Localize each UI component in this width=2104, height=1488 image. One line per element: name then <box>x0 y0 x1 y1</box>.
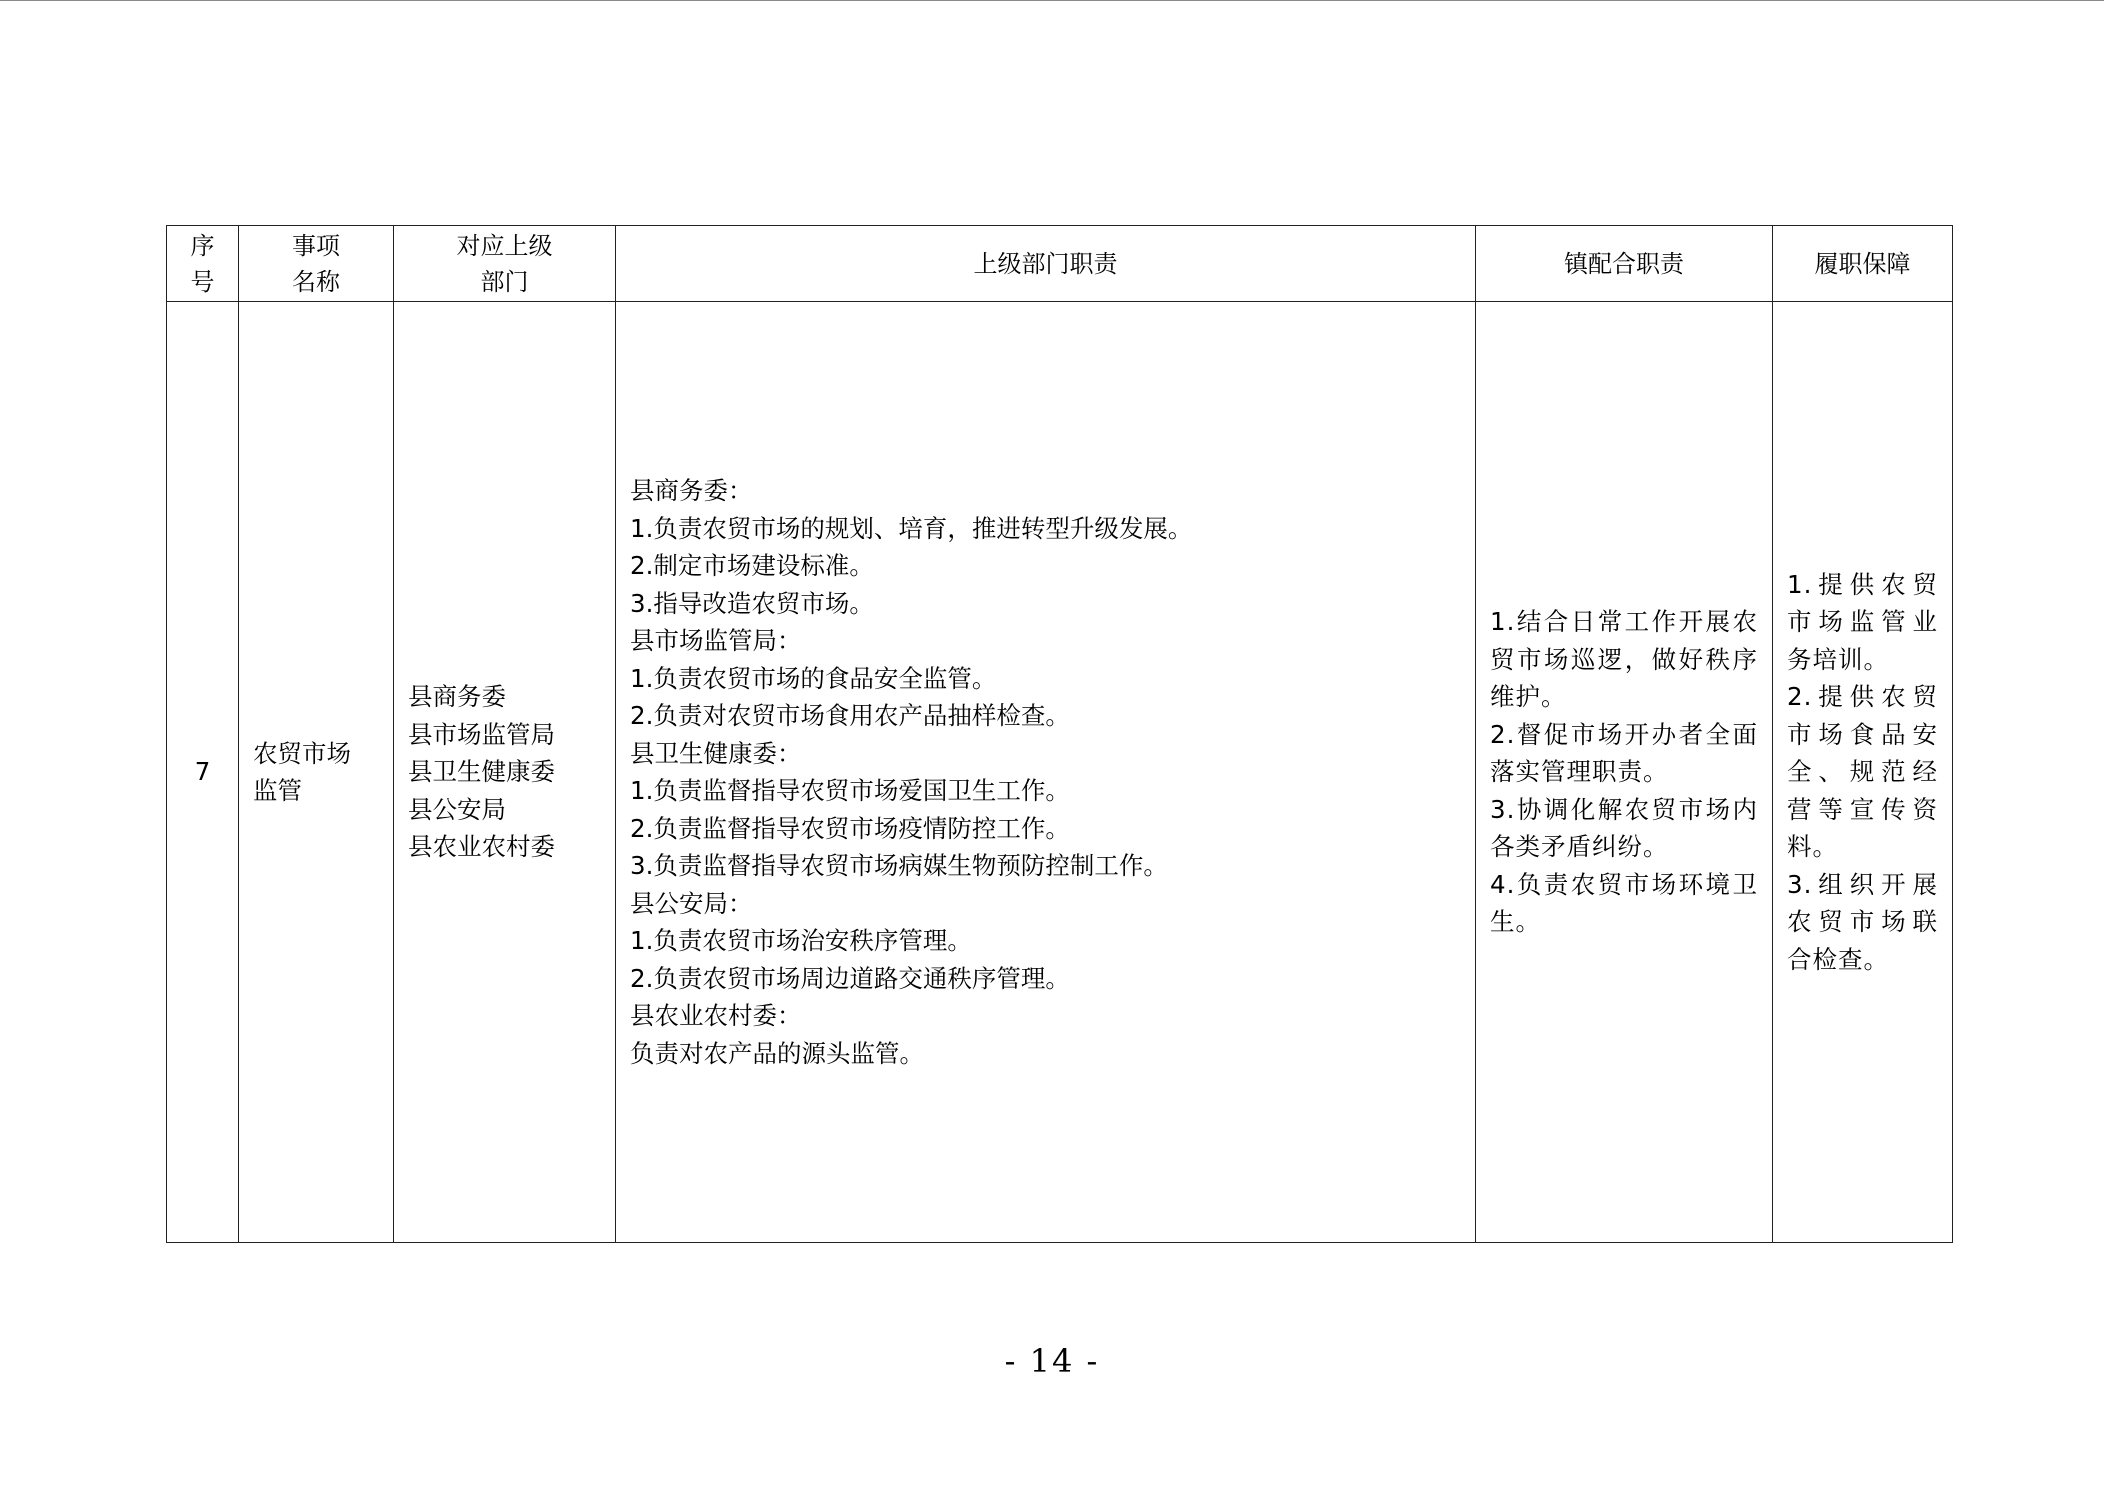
header-superior-duties: 上级部门职责 <box>616 226 1476 302</box>
header-town-duties: 镇配合职责 <box>1476 226 1773 302</box>
duty-item: 1.负责农贸市场的食品安全监管。 <box>630 663 997 693</box>
row-town-duties <box>1476 302 1773 1243</box>
duty-heading: 县农业农村委： <box>630 1001 802 1030</box>
duty-item: 2.制定市场建设标准。 <box>630 551 874 580</box>
duty-item: 2.负责对农贸市场食用农产品抽样检查。 <box>630 701 1070 730</box>
row-guarantee <box>1773 302 1953 1243</box>
department-item: 县农业农村委 <box>408 832 555 862</box>
header-superior-dept: 对应上级 部门 <box>394 226 616 302</box>
department-item: 县公安局 <box>408 794 506 824</box>
duty-item: 2.负责农贸市场周边道路交通秩序管理。 <box>630 963 1070 993</box>
duty-item: 3.负责监督指导农贸市场病媒生物预防控制工作。 <box>630 851 1168 880</box>
page-top-edge <box>0 0 2104 1</box>
department-item: 县卫生健康委 <box>408 757 555 787</box>
row-superior-duties <box>616 302 1476 1243</box>
duty-heading: 县市场监管局： <box>630 626 802 655</box>
duty-table <box>166 225 1953 1243</box>
town-duty-item: 2.督促市场开办者全面落实管理职责。 <box>1490 719 1758 787</box>
department-item: 县商务委 <box>408 682 506 712</box>
town-duty-item: 1.结合日常工作开展农贸市场巡逻，做好秩序维护。 <box>1490 607 1758 712</box>
town-duty-item: 4.负责农贸市场环境卫生。 <box>1490 869 1758 937</box>
guarantee-item: 3.组织开展农贸市场联合检查。 <box>1787 869 1938 974</box>
duty-heading: 县公安局： <box>630 888 753 918</box>
guarantee-item: 2.提供农贸市场食品安全、规范经营等宣传资料。 <box>1787 682 1938 862</box>
page-number: - 14 - <box>1004 1342 1100 1380</box>
header-item-name: 事项 名称 <box>239 226 394 302</box>
guarantee-item: 1.提供农贸市场监管业务培训。 <box>1787 569 1938 674</box>
duty-item: 负责对农产品的源头监管。 <box>630 1038 924 1068</box>
duty-heading: 县商务委： <box>630 476 753 505</box>
row-item-name: 农贸市场 监管 <box>239 302 394 1243</box>
row-index: 7 <box>167 302 239 1243</box>
department-item: 县市场监管局 <box>408 719 555 749</box>
table-header-row <box>167 226 1953 302</box>
duty-item: 2.负责监督指导农贸市场疫情防控工作。 <box>630 813 1070 843</box>
table-row <box>167 302 1953 1243</box>
header-index: 序 号 <box>167 226 239 302</box>
duty-item: 3.指导改造农贸市场。 <box>630 588 874 618</box>
town-duty-item: 3.协调化解农贸市场内各类矛盾纠纷。 <box>1490 794 1758 862</box>
duty-heading: 县卫生健康委： <box>630 738 802 768</box>
duty-item: 1.负责农贸市场的规划、培育，推进转型升级发展。 <box>630 513 1193 543</box>
duty-item: 1.负责监督指导农贸市场爱国卫生工作。 <box>630 776 1070 805</box>
duty-item: 1.负责农贸市场治安秩序管理。 <box>630 926 972 955</box>
header-guarantee: 履职保障 <box>1773 226 1953 302</box>
row-departments <box>394 302 616 1243</box>
